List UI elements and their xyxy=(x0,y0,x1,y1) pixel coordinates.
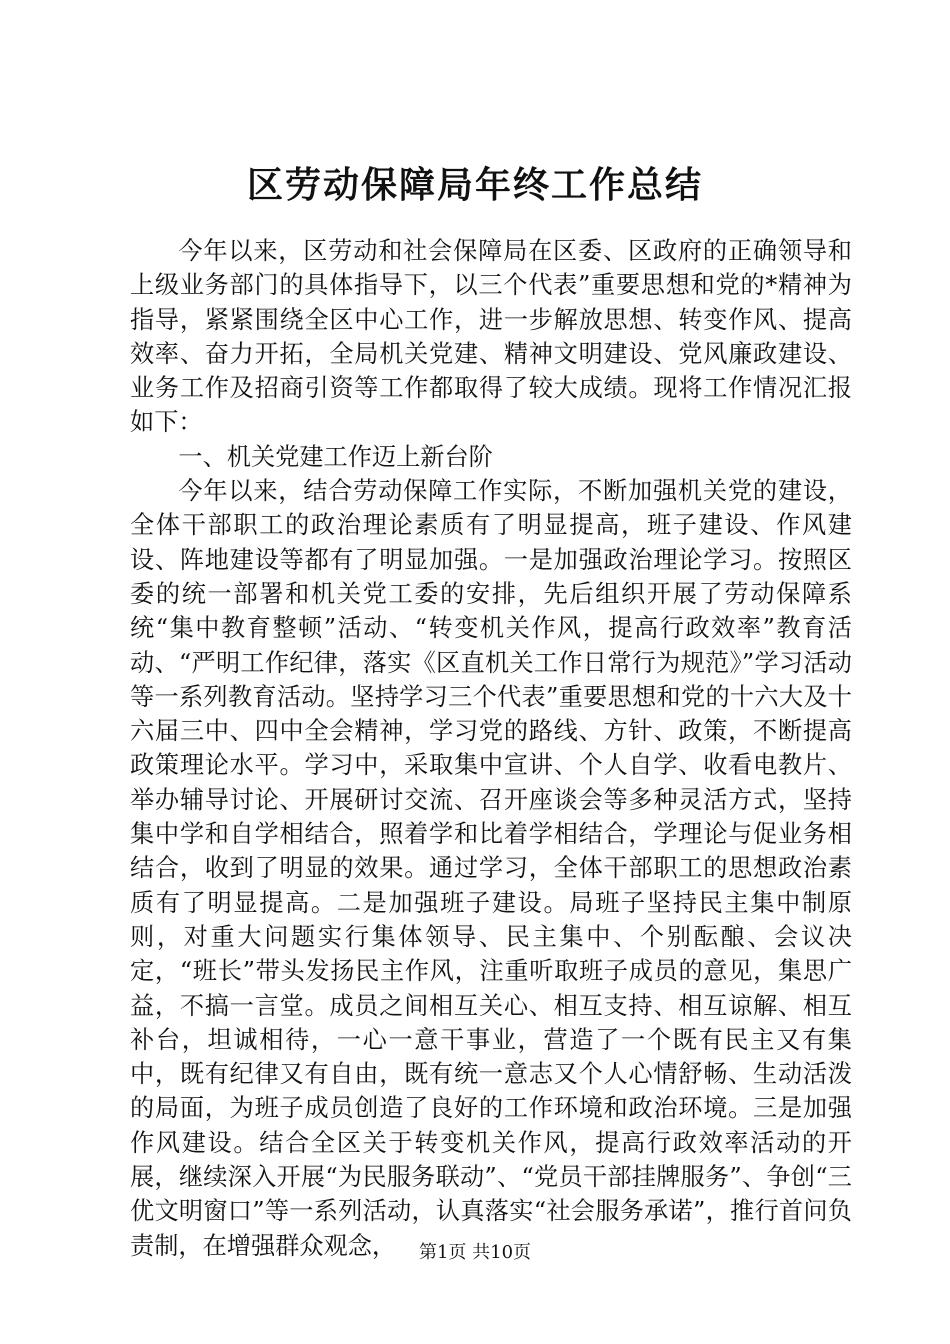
section-heading: 一、机关党建工作迈上新台阶 xyxy=(178,442,493,471)
section-paragraph: 今年以来，结合劳动保障工作实际，不断加强机关党的建设，全体干部职工的政治理论素质有了明显提高，班子建设、作风建设、阵地建设等都有了明显加强。一是加强政治理论学习。按照区委的统一部署和机关党工委的安排，先后组织开展了劳动保障系统“集中教育整顿”活动、“转变机关作风，提高行政效率”教育活动、“严明工作纪律，落实《区直机关工作日常行为规范》”学习活动等一系列教育活动。坚持学习三个代表”重要思想和党的十六大及十六届三中、四中全会精神，学习党的路线、方针、政策，不断提高政策理论水平。学习中，采取集中宣讲、个人自学、收看电教片、举办辅导讨论、开展研讨交流、召开座谈会等多种灵活方式，坚持集中学和自学相结合，照着学和比着学相结合，学理论与促业务相结合，收到了明显的效果。通过学习，全体干部职工的思想政治素质有了明显提高。二是加强班子建设。局班子坚持民主集中制原则，对重大问题实行集体领导、民主集中、个别酝酿、会议决定，“班长”带头发扬民主作风，注重听取班子成员的意见，集思广益，不搞一言堂。成员之间相互关心、相互支持、相互谅解、相互补台，坦诚相待，一心一意干事业，营造了一个既有民主又有集中，既有纪律又有自由，既有统一意志又个人心情舒畅、生动活泼的局面，为班子成员创造了良好的工作环境和政治环境。三是加强作风建设。结合全区关于转变机关作风，提高行政效率活动的开展，继续深入开展“为民服务联动”、“党员干部挂牌服务”、争创“三优文明窗口”等一系列活动，认真落实“社会服务承诺”，推行首问负责制，在增强群众观念， xyxy=(130,477,852,1260)
document-body xyxy=(130,234,852,1263)
intro-paragraph: 今年以来，区劳动和社会保障局在区委、区政府的正确领导和上级业务部门的具体指导下，以三个代表”重要思想和党的*精神为指导，紧紧围绕全区中心工作，进一步解放思想、转变作风、提高效率、奋力开拓，全局机关党建、精神文明建设、党风廉政建设、业务工作及招商引资等工作都取得了较大成绩。现将工作情况汇报如下： xyxy=(130,237,852,437)
document-title: 区劳动保障局年终工作总结 xyxy=(246,164,703,206)
page-footer: 第1页 共10页 xyxy=(418,1242,532,1263)
